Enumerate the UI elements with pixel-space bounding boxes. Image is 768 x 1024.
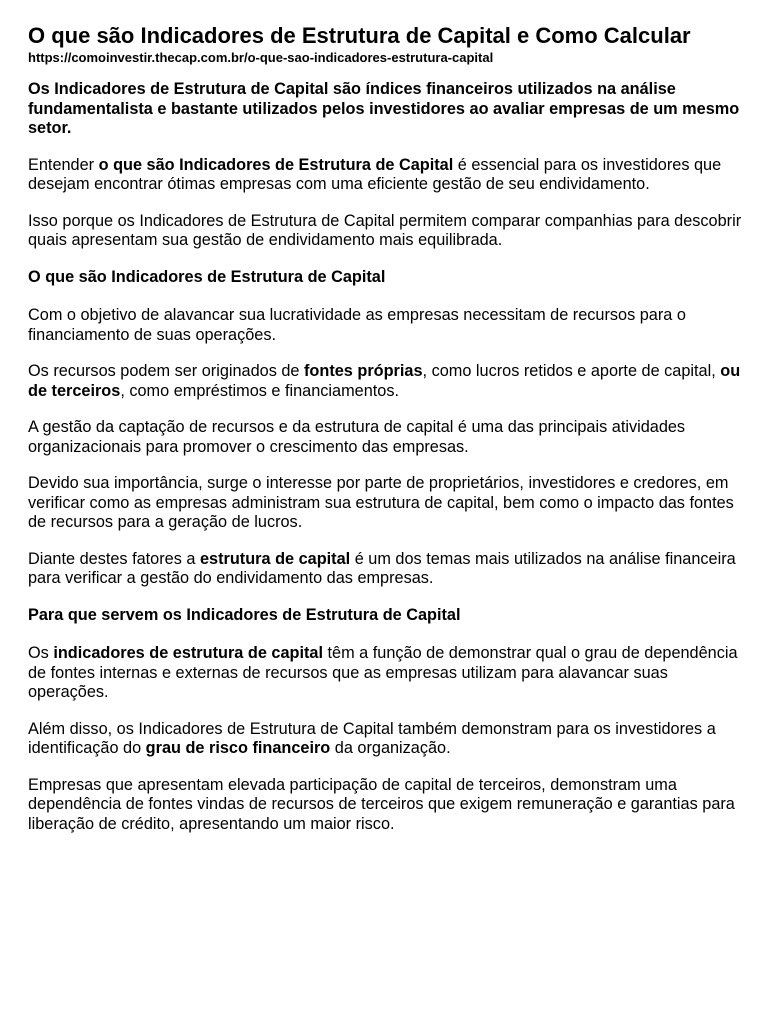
section-heading-2: Para que servem os Indicadores de Estrutura de Capital — [28, 605, 461, 624]
paragraph-4 — [28, 362, 744, 401]
paragraph-9-text-b: da organização. — [330, 739, 451, 757]
paragraph-4-text-c: , como empréstimos e financiamentos. — [120, 381, 400, 400]
paragraph-2: Isso porque os Indicadores de Estrutura de Capital permitem comparar companhias para descobrir quais apresentam sua gestão de endividamento mais equilibrada. — [28, 211, 742, 249]
source-url: https://comoinvestir.thecap.com.br/o-que-sao-indicadores-estrutura-capital — [28, 50, 494, 65]
document-title: O que são Indicadores de Estrutura de Capital e Como Calcular — [28, 23, 691, 48]
section-heading-1: O que são Indicadores de Estrutura de Capital — [28, 267, 386, 286]
paragraph-9-bold: grau de risco financeiro — [145, 739, 331, 757]
paragraph-8-text-a: Os — [28, 644, 54, 662]
paragraph-4-text-b: , como lucros retidos e aporte de capital, — [422, 362, 721, 380]
paragraph-4-bold-b: ou de terceiros — [28, 362, 741, 400]
paragraph-7 — [28, 550, 744, 589]
document-page — [28, 22, 744, 851]
paragraph-7-text-a: Diante destes fatores a — [28, 549, 200, 568]
paragraph-9-text-a: Além disso, os Indicadores de Estrutura de Capital também demonstram para os investidores a identificação do — [28, 719, 716, 757]
paragraph-7-text-b: é um dos temas mais utilizados na análise financeira para verificar a gestão do endividamento das empresas. — [28, 549, 736, 587]
paragraph-9 — [28, 720, 744, 759]
paragraph-10: Empresas que apresentam elevada participação de capital de terceiros, demonstram uma dependência de fontes vindas de recursos de terceiros que exigem remuneração e garantias para liberação de crédito, apresentando um maior risco. — [28, 775, 735, 833]
paragraph-1 — [28, 156, 744, 195]
paragraph-1-bold: o que são Indicadores de Estrutura de Capital — [98, 155, 454, 174]
paragraph-8-text-b: têm a função de demonstrar qual o grau de dependência de fontes internas e externas de recursos que as empresas utilizam para alavancar suas operações. — [28, 644, 738, 701]
paragraph-1-text-b: é essencial para os investidores que desejam encontrar ótimas empresas com uma eficiente gestão de seu endividamento. — [28, 155, 722, 193]
paragraph-7-bold: estrutura de capital — [199, 549, 351, 568]
paragraph-8-bold: indicadores de estrutura de capital — [53, 644, 323, 662]
paragraph-8 — [28, 644, 744, 703]
paragraph-4-text-a: Os recursos podem ser originados de — [28, 362, 305, 380]
paragraph-3: Com o objetivo de alavancar sua lucratividade as empresas necessitam de recursos para o financiamento de suas operações. — [28, 306, 686, 344]
lead-paragraph: Os Indicadores de Estrutura de Capital são índices financeiros utilizados na análise fundamentalista e bastante utilizados pelos investidores ao avaliar empresas de um mesmo setor. — [28, 80, 740, 137]
paragraph-6: Devido sua importância, surge o interesse por parte de proprietários, investidores e credores, em verificar como as empresas administram sua estrutura de capital, bem como o impacto das fontes de recursos para a geração de lucros. — [28, 474, 734, 531]
paragraph-1-text-a: Entender — [28, 155, 99, 174]
paragraph-4-bold-a: fontes próprias — [304, 362, 423, 380]
paragraph-5: A gestão da captação de recursos e da estrutura de capital é uma das principais atividades organizacionais para promover o crescimento das empresas. — [28, 418, 686, 456]
